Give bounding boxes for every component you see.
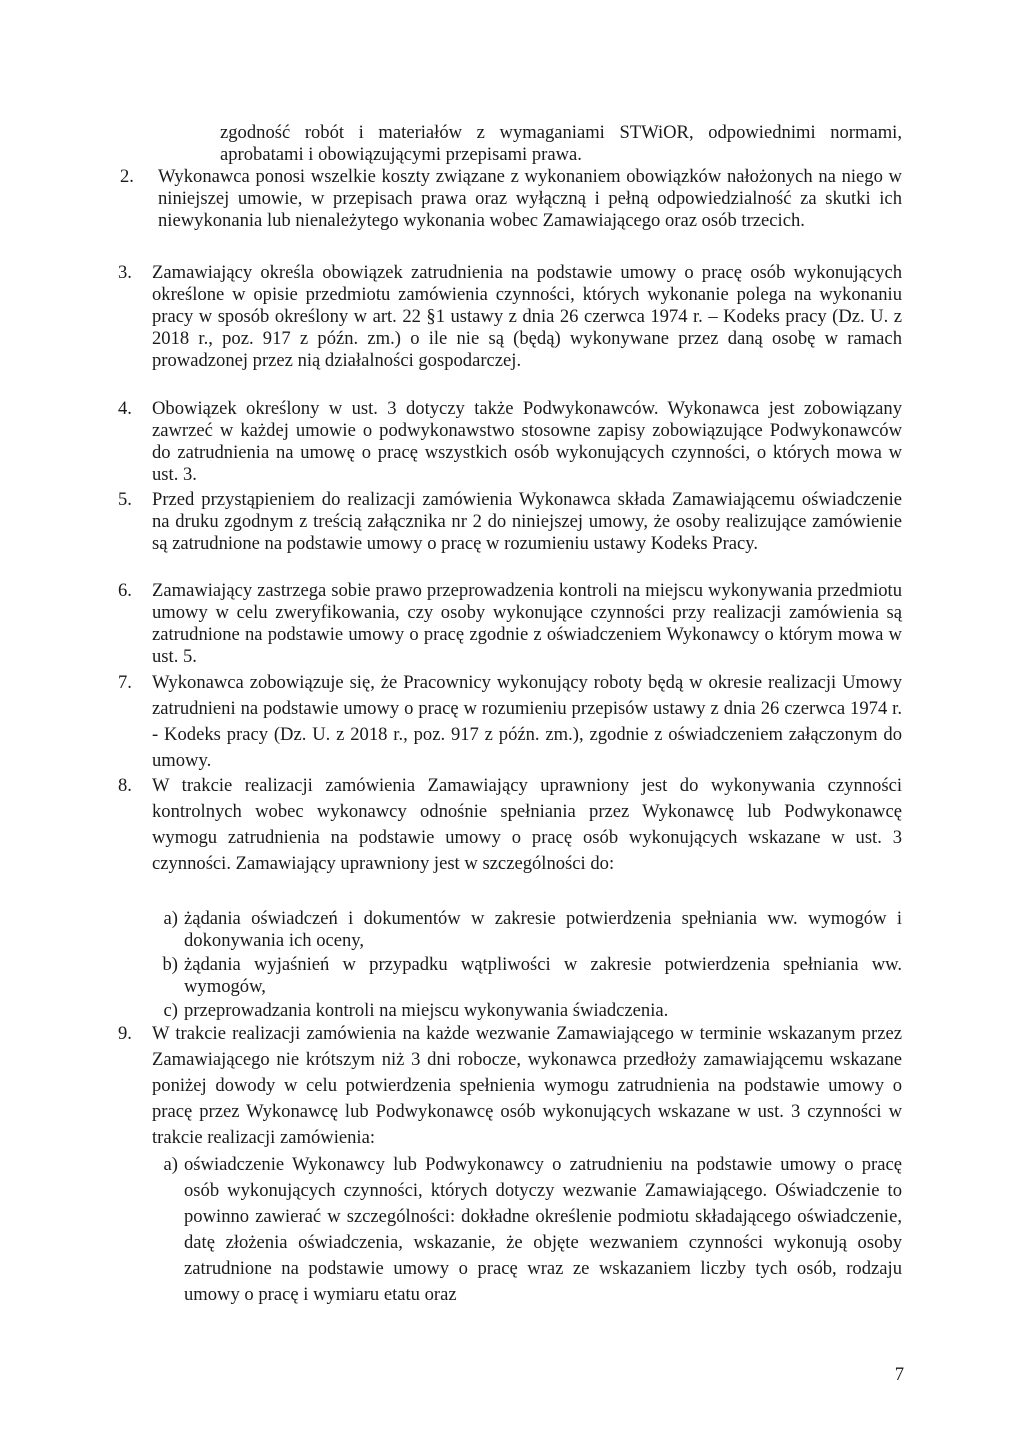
page-number: 7	[894, 1364, 904, 1385]
list-item-number: 6.	[118, 580, 132, 601]
sub-item-8a	[150, 908, 902, 952]
sub-item-letter: a)	[163, 1154, 178, 1175]
sub-item-letter: b)	[162, 954, 178, 975]
list-item-4	[118, 398, 902, 486]
list-item-text: Zamawiający zastrzega sobie prawo przeprowadzenia kontroli na miejscu wykonywania przedmiotu umowy w celu zweryfikowania, czy osoby wykonujące czynności przy realizacji zamówienia są zatrudnione na podstawie umowy o pracę zgodnie z oświadczeniem Wykonawcy o którym mowa w ust. 5.	[152, 580, 902, 667]
list-item-text: Wykonawca ponosi wszelkie koszty związane z wykonaniem obowiązków nałożonych na niego w niniejszej umowie, w przepisach prawa oraz wyłączną i pełną odpowiedzialność za skutki ich niewykonania lub nienależytego wykonania wobec Zamawiającego oraz osób trzecich.	[158, 166, 902, 231]
sub-item-9a	[150, 1152, 902, 1308]
sub-item-8b	[150, 954, 902, 998]
sub-item-letter: a)	[163, 908, 178, 929]
sub-item-text: żądania wyjaśnień w przypadku wątpliwości w zakresie potwierdzenia spełniania ww. wymogów,	[184, 954, 902, 997]
list-item-number: 9.	[118, 1023, 132, 1044]
list-item-2	[118, 166, 902, 254]
sub-item-text: żądania oświadczeń i dokumentów w zakresie potwierdzenia spełniania ww. wymogów i dokonywania ich oceny,	[184, 908, 902, 951]
list-item-number: 3.	[118, 262, 132, 283]
list-item-5	[118, 489, 902, 577]
list-item-text: Wykonawca zobowiązuje się, że Pracownicy wykonujący roboty będą w okresie realizacji Umowy zatrudnieni na podstawie umowy o pracę w rozumieniu przepisów ustawy z dnia 26 czerwca 1974 r. - Kodeks pracy (Dz. U. z 2018 r., poz. 917 z późn. zm.), zgodnie z oświadczeniem załączonym do umowy.	[152, 672, 902, 771]
list-item-8	[118, 773, 902, 903]
list-item-number: 8.	[118, 775, 132, 796]
list-item-7	[118, 670, 902, 774]
list-item-text: Przed przystąpieniem do realizacji zamówienia Wykonawca składa Zamawiającemu oświadczenie na druku zgodnym z treścią załącznika nr 2 do niniejszej umowy, że osoby realizujące zamówienie są zatrudnione na podstawie umowy o pracę w rozumieniu ustawy Kodeks Pracy.	[152, 489, 902, 554]
list-item-text: W trakcie realizacji zamówienia na każde wezwanie Zamawiającego w terminie wskazanym przez Zamawiającego nie krótszym niż 3 dni robocze, wykonawca przedłoży zamawiającemu wskazane poniżej dowody w celu potwierdzenia spełnienia wymogu zatrudnienia na podstawie umowy o pracę przez Wykonawcę lub Podwykonawcę osób wykonujących wskazane w ust. 3 czynności w trakcie realizacji zamówienia:	[152, 1023, 902, 1148]
sub-item-text: przeprowadzania kontroli na miejscu wykonywania świadczenia.	[184, 1000, 669, 1021]
sub-item-8c	[150, 1000, 902, 1022]
list-item-text: W trakcie realizacji zamówienia Zamawiający uprawniony jest do wykonywania czynności kontrolnych wobec wykonawcy odnośnie spełniania przez Wykonawcę lub Podwykonawcę wymogu zatrudnienia na podstawie umowy o pracę osób wykonujących wskazane w ust. 3 czynności. Zamawiający uprawniony jest w szczególności do:	[152, 775, 902, 874]
list-item-text: Obowiązek określony w ust. 3 dotyczy także Podwykonawców. Wykonawca jest zobowiązany zawrzeć w każdej umowie o podwykonawstwo stosowne zapisy zobowiązujące Podwykonawców do zatrudnienia na umowę o pracę wszystkich osób wykonujących czynności, o których mowa w ust. 3.	[152, 398, 902, 485]
sub-item-letter: c)	[163, 1000, 178, 1021]
list-item-number: 7.	[118, 672, 132, 693]
list-item-6	[118, 580, 902, 668]
list-item-text: Zamawiający określa obowiązek zatrudnienia na podstawie umowy o pracę osób wykonujących określone w opisie przedmiotu zamówienia czynności, których wykonanie polega na wykonaniu pracy w sposób określony w art. 22 §1 ustawy z dnia 26 czerwca 1974 r. – Kodeks pracy (Dz. U. z 2018 r., poz. 917 z późn. zm.) o ile nie są (będą) wykonywane przez daną osobę w ramach prowadzonej przez nią działalności gospodarczej.	[152, 262, 902, 371]
list-item-9	[118, 1021, 902, 1151]
list-item-number: 5.	[118, 489, 132, 510]
sub-item-text: oświadczenie Wykonawcy lub Podwykonawcy o zatrudnieniu na podstawie umowy o pracę osób wykonujących czynności, których dotyczy wezwanie Zamawiającego. Oświadczenie to powinno zawierać w szczególności: dokładne określenie podmiotu składającego oświadczenie, datę złożenia oświadczenia, wskazanie, że objęte wezwaniem czynności wykonują osoby zatrudnione na podstawie umowy o pracę wraz ze wskazaniem liczby tych osób, rodzaju umowy o pracę i wymiaru etatu oraz	[184, 1154, 902, 1305]
list-item-number: 2.	[120, 166, 134, 187]
list-item-3	[118, 262, 902, 394]
list-item-number: 4.	[118, 398, 132, 419]
continuation-paragraph: zgodność robót i materiałów z wymaganiami STWiOR, odpowiednimi normami, aprobatami i obowiązującymi przepisami prawa.	[220, 122, 902, 165]
